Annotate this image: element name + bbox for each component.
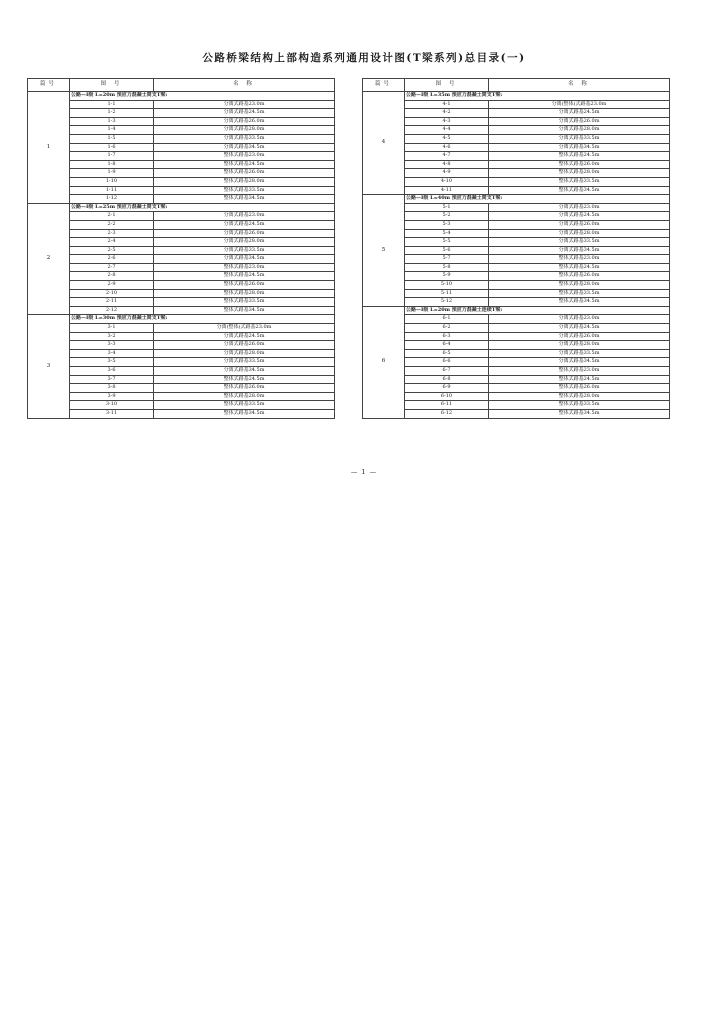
drawing-name: 整体式路基34.5m: [489, 409, 670, 418]
drawing-number: 6-8: [405, 375, 489, 384]
index-table-right: [362, 78, 670, 419]
page-number: — 1 —: [350, 468, 378, 476]
drawing-name: 分离式路基34.5m: [489, 246, 670, 255]
drawing-number: 4-7: [405, 152, 489, 161]
drawing-number: 3-11: [70, 409, 154, 418]
drawing-name: 整体式路基23.0m: [154, 152, 335, 161]
table-row: [363, 401, 670, 410]
table-row: [363, 298, 670, 307]
drawing-number: 6-6: [405, 358, 489, 367]
drawing-name: 分离式路基28.0m: [154, 238, 335, 247]
drawing-number: 6-1: [405, 315, 489, 324]
drawing-number: 4-10: [405, 177, 489, 186]
table-row: [28, 272, 335, 281]
drawing-number: 5-4: [405, 229, 489, 238]
table-row: [363, 143, 670, 152]
section-title: 公路—Ⅰ级 L=20m 预应力混凝土简支T梁:: [70, 92, 335, 101]
drawing-name: 分离(整体)式路基23.0m: [154, 324, 335, 333]
header-mingcheng: 名 称: [489, 79, 670, 92]
drawing-number: 4-8: [405, 160, 489, 169]
drawing-name: 分离式路基26.0m: [154, 229, 335, 238]
drawing-name: 分离式路基23.0m: [154, 212, 335, 221]
drawing-name: 分离(整体)式路基23.0m: [489, 100, 670, 109]
drawing-name: 分离式路基33.5m: [154, 134, 335, 143]
drawing-number: 3-6: [70, 367, 154, 376]
table-row: [28, 126, 335, 135]
drawing-name: 分离式路基26.0m: [154, 117, 335, 126]
section-title: 公路—Ⅰ级 L=30m 预应力混凝土简支T梁:: [70, 315, 335, 324]
drawing-number: 4-9: [405, 169, 489, 178]
drawing-number: 1-8: [70, 160, 154, 169]
drawing-number: 1-12: [70, 195, 154, 204]
drawing-number: 5-3: [405, 220, 489, 229]
drawing-name: 整体式路基24.5m: [154, 272, 335, 281]
drawing-name: 整体式路基26.0m: [489, 272, 670, 281]
table-row: [363, 281, 670, 290]
table-row: [363, 263, 670, 272]
drawing-name: 分离式路基28.0m: [154, 349, 335, 358]
drawing-number: 2-1: [70, 212, 154, 221]
table-row: [363, 186, 670, 195]
drawing-number: 2-11: [70, 298, 154, 307]
drawing-name: 整体式路基26.0m: [154, 169, 335, 178]
drawing-number: 5-12: [405, 298, 489, 307]
table-row: [363, 255, 670, 264]
drawing-number: 6-12: [405, 409, 489, 418]
pian-number: 3: [28, 315, 70, 418]
section-title: 公路—Ⅰ级 L=20m 预应力混凝土连续T梁:: [405, 306, 670, 315]
drawing-number: 4-4: [405, 126, 489, 135]
table-row: [363, 349, 670, 358]
table-row: [363, 212, 670, 221]
index-table-left: [27, 78, 335, 419]
section-header-row: [363, 306, 670, 315]
table-row: [363, 152, 670, 161]
drawing-name: 分离式路基33.5m: [489, 349, 670, 358]
drawing-number: 1-11: [70, 186, 154, 195]
section-title: 公路—Ⅰ级 L=40m 预应力混凝土简支T梁:: [405, 195, 670, 204]
section-group-6: [363, 306, 670, 418]
table-row: [363, 358, 670, 367]
drawing-name: 分离式路基24.5m: [154, 109, 335, 118]
drawing-name: 分离式路基34.5m: [489, 358, 670, 367]
drawing-name: 整体式路基26.0m: [489, 384, 670, 393]
drawing-name: 分离式路基28.0m: [489, 126, 670, 135]
drawing-number: 3-4: [70, 349, 154, 358]
table-row: [28, 100, 335, 109]
drawing-name: 整体式路基23.0m: [489, 367, 670, 376]
drawing-number: 2-3: [70, 229, 154, 238]
drawing-number: 1-6: [70, 143, 154, 152]
drawing-name: 整体式路基24.5m: [489, 152, 670, 161]
drawing-number: 2-12: [70, 306, 154, 315]
drawing-number: 6-5: [405, 349, 489, 358]
section-header-row: [28, 315, 335, 324]
drawing-name: 整体式路基34.5m: [154, 409, 335, 418]
table-row: [28, 255, 335, 264]
drawing-number: 2-9: [70, 281, 154, 290]
pian-number: 6: [363, 306, 405, 418]
table-row: [28, 289, 335, 298]
pian-number: 4: [363, 92, 405, 195]
section-header-row: [28, 203, 335, 212]
drawing-number: 5-10: [405, 281, 489, 290]
drawing-name: 整体式路基24.5m: [489, 263, 670, 272]
table-row: [363, 272, 670, 281]
drawing-number: 3-3: [70, 341, 154, 350]
table-row: [28, 109, 335, 118]
drawing-number: 3-9: [70, 392, 154, 401]
drawing-number: 3-8: [70, 384, 154, 393]
drawing-name: 整体式路基28.0m: [154, 177, 335, 186]
drawing-number: 5-1: [405, 203, 489, 212]
drawing-name: 分离式路基24.5m: [154, 220, 335, 229]
table-row: [28, 332, 335, 341]
drawing-number: 2-6: [70, 255, 154, 264]
table-row: [363, 134, 670, 143]
drawing-name: 整体式路基26.0m: [489, 160, 670, 169]
section-title: 公路—Ⅰ级 L=35m 预应力混凝土简支T梁:: [405, 92, 670, 101]
section-group-1: [28, 92, 335, 204]
drawing-number: 1-7: [70, 152, 154, 161]
table-row: [363, 409, 670, 418]
drawing-name: 分离式路基26.0m: [489, 117, 670, 126]
drawing-name: 分离式路基24.5m: [489, 212, 670, 221]
drawing-name: 整体式路基34.5m: [489, 298, 670, 307]
drawing-number: 4-5: [405, 134, 489, 143]
drawing-number: 3-2: [70, 332, 154, 341]
table-row: [28, 229, 335, 238]
section-group-4: [363, 92, 670, 195]
document-title: 公路桥梁结构上部构造系列通用设计图(T梁系列)总目录(一): [202, 52, 526, 64]
drawing-name: 整体式路基28.0m: [489, 169, 670, 178]
table-row: [28, 341, 335, 350]
table-row: [363, 246, 670, 255]
table-row: [28, 220, 335, 229]
header-mingcheng: 名 称: [154, 79, 335, 92]
table-row: [28, 186, 335, 195]
drawing-name: 分离式路基33.5m: [154, 358, 335, 367]
section-title: 公路—Ⅰ级 L=25m 预应力混凝土简支T梁:: [70, 203, 335, 212]
drawing-number: 4-6: [405, 143, 489, 152]
table-row: [28, 298, 335, 307]
table-row: [363, 392, 670, 401]
drawing-name: 分离式路基33.5m: [489, 134, 670, 143]
drawing-number: 3-7: [70, 375, 154, 384]
drawing-number: 2-4: [70, 238, 154, 247]
drawing-name: 整体式路基34.5m: [154, 195, 335, 204]
table-row: [28, 134, 335, 143]
drawing-number: 2-5: [70, 246, 154, 255]
drawing-name: 整体式路基26.0m: [154, 281, 335, 290]
table-row: [28, 349, 335, 358]
table-row: [28, 401, 335, 410]
drawing-name: 整体式路基33.5m: [489, 401, 670, 410]
drawing-number: 1-5: [70, 134, 154, 143]
drawing-name: 分离式路基24.5m: [489, 109, 670, 118]
drawing-number: 2-8: [70, 272, 154, 281]
drawing-number: 6-4: [405, 341, 489, 350]
pian-number: 1: [28, 92, 70, 204]
drawing-number: 6-2: [405, 324, 489, 333]
drawing-name: 分离式路基23.0m: [489, 315, 670, 324]
drawing-number: 6-10: [405, 392, 489, 401]
drawing-name: 分离式路基26.0m: [154, 341, 335, 350]
table-header-row: [28, 79, 335, 92]
drawing-number: 5-2: [405, 212, 489, 221]
table-row: [363, 203, 670, 212]
drawing-number: 5-9: [405, 272, 489, 281]
drawing-name: 分离式路基23.0m: [489, 203, 670, 212]
header-pian: 篇号: [28, 79, 70, 92]
drawing-name: 分离式路基28.0m: [489, 341, 670, 350]
drawing-number: 1-9: [70, 169, 154, 178]
drawing-name: 分离式路基23.0m: [154, 100, 335, 109]
drawing-number: 4-2: [405, 109, 489, 118]
section-header-row: [363, 195, 670, 204]
table-row: [28, 263, 335, 272]
table-row: [363, 384, 670, 393]
drawing-name: 整体式路基26.0m: [154, 384, 335, 393]
drawing-name: 整体式路基24.5m: [154, 160, 335, 169]
drawing-number: 1-3: [70, 117, 154, 126]
drawing-name: 分离式路基34.5m: [154, 255, 335, 264]
table-row: [28, 281, 335, 290]
drawing-name: 整体式路基28.0m: [154, 289, 335, 298]
header-pian: 篇号: [363, 79, 405, 92]
drawing-name: 整体式路基28.0m: [489, 281, 670, 290]
table-row: [28, 375, 335, 384]
table-row: [28, 306, 335, 315]
table-row: [28, 117, 335, 126]
section-group-3: [28, 315, 335, 418]
table-row: [363, 177, 670, 186]
drawing-name: 整体式路基33.5m: [489, 177, 670, 186]
drawing-number: 6-3: [405, 332, 489, 341]
header-tuhao: 图 号: [70, 79, 154, 92]
table-row: [28, 392, 335, 401]
table-row: [28, 143, 335, 152]
table-row: [363, 109, 670, 118]
drawing-name: 分离式路基24.5m: [489, 324, 670, 333]
section-group-5: [363, 195, 670, 307]
table-row: [363, 169, 670, 178]
table-row: [363, 289, 670, 298]
drawing-name: 整体式路基33.5m: [489, 289, 670, 298]
drawing-number: 6-11: [405, 401, 489, 410]
section-header-row: [363, 92, 670, 101]
table-row: [28, 177, 335, 186]
drawing-number: 4-1: [405, 100, 489, 109]
drawing-name: 整体式路基24.5m: [489, 375, 670, 384]
table-row: [28, 409, 335, 418]
drawing-name: 分离式路基24.5m: [154, 332, 335, 341]
drawing-name: 分离式路基34.5m: [489, 143, 670, 152]
drawing-name: 整体式路基28.0m: [489, 392, 670, 401]
table-row: [363, 324, 670, 333]
drawing-name: 整体式路基34.5m: [154, 306, 335, 315]
drawing-name: 整体式路基33.5m: [154, 401, 335, 410]
drawing-name: 整体式路基34.5m: [489, 186, 670, 195]
drawing-number: 4-11: [405, 186, 489, 195]
drawing-number: 4-3: [405, 117, 489, 126]
drawing-number: 2-2: [70, 220, 154, 229]
drawing-number: 5-6: [405, 246, 489, 255]
drawing-name: 分离式路基28.0m: [489, 229, 670, 238]
table-row: [28, 195, 335, 204]
table-row: [363, 341, 670, 350]
table-row: [363, 229, 670, 238]
table-row: [28, 160, 335, 169]
drawing-number: 1-1: [70, 100, 154, 109]
table-row: [28, 212, 335, 221]
section-header-row: [28, 92, 335, 101]
drawing-number: 1-10: [70, 177, 154, 186]
drawing-name: 分离式路基34.5m: [154, 143, 335, 152]
table-header-row: [363, 79, 670, 92]
table-row: [363, 315, 670, 324]
drawing-number: 5-7: [405, 255, 489, 264]
table-row: [363, 160, 670, 169]
table-row: [28, 169, 335, 178]
drawing-number: 1-4: [70, 126, 154, 135]
table-row: [28, 238, 335, 247]
drawing-number: 5-5: [405, 238, 489, 247]
table-row: [363, 117, 670, 126]
table-row: [28, 358, 335, 367]
drawing-name: 整体式路基23.0m: [154, 263, 335, 272]
header-tuhao: 图 号: [405, 79, 489, 92]
drawing-name: 分离式路基33.5m: [489, 238, 670, 247]
drawing-number: 3-10: [70, 401, 154, 410]
drawing-number: 5-8: [405, 263, 489, 272]
drawing-name: 分离式路基26.0m: [489, 332, 670, 341]
drawing-number: 1-2: [70, 109, 154, 118]
table-row: [363, 367, 670, 376]
drawing-name: 整体式路基23.0m: [489, 255, 670, 264]
pian-number: 2: [28, 203, 70, 315]
table-row: [28, 246, 335, 255]
drawing-name: 分离式路基26.0m: [489, 220, 670, 229]
drawing-name: 整体式路基24.5m: [154, 375, 335, 384]
table-row: [363, 375, 670, 384]
table-row: [363, 220, 670, 229]
drawing-number: 6-7: [405, 367, 489, 376]
drawing-name: 整体式路基33.5m: [154, 298, 335, 307]
drawing-name: 分离式路基34.5m: [154, 367, 335, 376]
table-row: [28, 384, 335, 393]
table-row: [28, 324, 335, 333]
table-row: [28, 367, 335, 376]
drawing-name: 整体式路基28.0m: [154, 392, 335, 401]
drawing-number: 6-9: [405, 384, 489, 393]
pian-number: 5: [363, 195, 405, 307]
table-row: [363, 100, 670, 109]
drawing-name: 整体式路基33.5m: [154, 186, 335, 195]
drawing-number: 3-1: [70, 324, 154, 333]
section-group-2: [28, 203, 335, 315]
table-row: [363, 126, 670, 135]
drawing-number: 5-11: [405, 289, 489, 298]
drawing-number: 3-5: [70, 358, 154, 367]
table-row: [28, 152, 335, 161]
drawing-name: 分离式路基33.5m: [154, 246, 335, 255]
drawing-number: 2-7: [70, 263, 154, 272]
drawing-number: 2-10: [70, 289, 154, 298]
table-row: [363, 332, 670, 341]
table-row: [363, 238, 670, 247]
drawing-name: 分离式路基28.0m: [154, 126, 335, 135]
